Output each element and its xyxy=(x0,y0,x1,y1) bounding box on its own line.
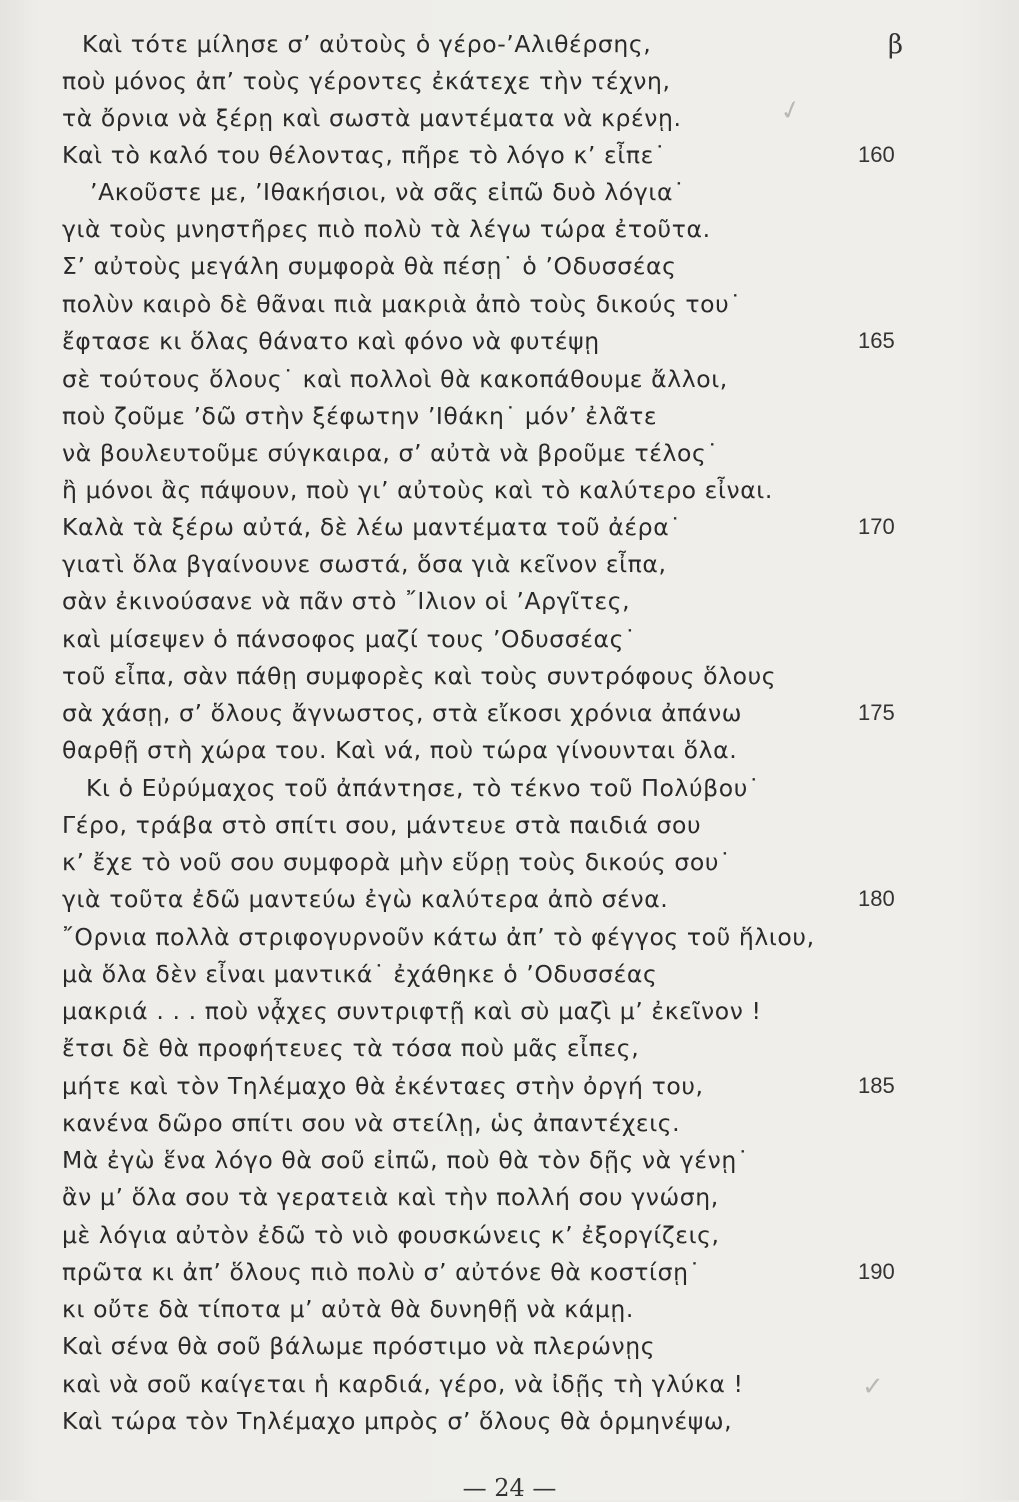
pencil-tick-mark-icon: ✓ xyxy=(862,1372,884,1402)
verse-line: πολὺν καιρὸ δὲ θᾶναι πιὰ μακριὰ ἀπὸ τοὺς δικούς του˙ xyxy=(62,290,742,318)
verse-line: τὰ ὄρνια νὰ ξέρῃ καὶ σωστὰ μαντέματα νὰ κρένῃ. xyxy=(62,104,682,132)
verse-line: Καλὰ τὰ ξέρω αὐτά, δὲ λέω μαντέματα τοῦ ἀέρα˙ xyxy=(62,513,682,541)
verse-line: μήτε καὶ τὸν Τηλέμαχο θὰ ἐκένταες στὴν ὀργή του, xyxy=(62,1072,704,1100)
verse-line: καὶ μίσεψεν ὁ πάνσοφος μαζί τους ’Οδυσσέας˙ xyxy=(62,625,637,653)
page-number: — 24 — xyxy=(462,1474,557,1502)
book-mark: β xyxy=(888,30,904,60)
verse-line: νὰ βουλευτοῦμε σύγκαιρα, σ’ αὐτὰ νὰ βροῦμε τέλος˙ xyxy=(62,439,719,467)
line-number: 170 xyxy=(858,514,895,539)
verse-line: σὰν ἐκινούσανε νὰ πᾶν στὸ ῎Ιλιον οἱ ’Αργῖτες, xyxy=(62,587,631,615)
verse-line: σὲ τούτους ὅλους˙ καὶ πολλοὶ θὰ κακοπάθουμε ἄλλοι, xyxy=(62,365,728,393)
verse-line: Κι ὁ Εὐρύμαχος τοῦ ἀπάντησε, τὸ τέκνο τοῦ Πολύβου˙ xyxy=(86,774,761,802)
line-number: 175 xyxy=(858,700,895,725)
verse-line: κι οὔτε δὰ τίποτα μ’ αὐτὰ θὰ δυνηθῇ νὰ κάμῃ. xyxy=(62,1295,634,1323)
verse-line: ῎Ορνια πολλὰ στριφογυρνοῦν κάτω ἀπ’ τὸ φέγγος τοῦ ἥλιου, xyxy=(62,923,815,951)
verse-line: ἂν μ’ ὅλα σου τὰ γερατειὰ καὶ τὴν πολλή σου γνώση, xyxy=(62,1183,719,1211)
verse-line: ἔφτασε κι ὅλας θάνατο καὶ φόνο νὰ φυτέψῃ xyxy=(62,327,600,355)
line-number: 185 xyxy=(858,1073,895,1098)
verse-line: καὶ νὰ σοῦ καίγεται ἡ καρδιά, γέρο, νὰ ἰδῇς τὴ γλύκα ! xyxy=(62,1370,744,1398)
verse-line: πρῶτα κι ἀπ’ ὅλους πιὸ πολὺ σ’ αὐτόνε θὰ κοστίσῃ˙ xyxy=(62,1258,701,1286)
verse-line: Καὶ τότε μίλησε σ’ αὐτοὺς ὁ γέρο-’Αλιθέρσης, xyxy=(82,30,652,58)
line-number: 180 xyxy=(858,886,895,911)
line-number: 165 xyxy=(858,328,895,353)
verse-line: μακριά . . . ποὺ νᾆχες συντριφτῇ καὶ σὺ μαζὶ μ’ ἐκεῖνον ! xyxy=(62,997,762,1025)
verse-line: ἔτσι δὲ θὰ προφήτευες τὰ τόσα ποὺ μᾶς εἶπες, xyxy=(62,1034,640,1062)
line-number: 160 xyxy=(858,142,895,167)
verse-line: γιὰ τοὺς μνηστῆρες πιὸ πολὺ τὰ λέγω τώρα ἐτοῦτα. xyxy=(62,215,711,243)
verse-line: κ’ ἔχε τὸ νοῦ σου συμφορὰ μὴν εὕρῃ τοὺς δικούς σου˙ xyxy=(62,848,732,876)
pencil-tick-mark-icon: ✓ xyxy=(776,93,806,129)
line-number: 190 xyxy=(858,1259,895,1284)
verse-line: μὰ ὅλα δὲν εἶναι μαντικά˙ ἐχάθηκε ὁ ’Οδυσσέας xyxy=(62,960,658,988)
verse-line: Σ’ αὐτοὺς μεγάλη συμφορὰ θὰ πέσῃ˙ ὁ ’Οδυσσέας xyxy=(62,252,677,280)
verse-line: ποὺ ζοῦμε ’δῶ στὴν ξέφωτην ’Ιθάκη˙ μόν’ ἐλᾶτε xyxy=(62,402,658,430)
verse-line: σὰ χάσῃ, σ’ ὅλους ἄγνωστος, στὰ εἴκοσι χρόνια ἀπάνω xyxy=(62,699,743,727)
verse-line: γιὰ τοῦτα ἐδῶ μαντεύω ἐγὼ καλύτερα ἀπὸ σένα. xyxy=(62,885,669,913)
verse-line: τοῦ εἶπα, σὰν πάθῃ συμφορὲς καὶ τοὺς συντρόφους ὅλους xyxy=(62,662,777,690)
verse-line: Καὶ τώρα τὸν Τηλέμαχο μπρὸς σ’ ὅλους θὰ ὁρμηνέψω, xyxy=(62,1407,733,1435)
verse-line: θαρθῇ στὴ χώρα του. Καὶ νά, ποὺ τώρα γίνουνται ὅλα. xyxy=(62,736,738,764)
verse-line: Καὶ σένα θὰ σοῦ βάλωμε πρόστιμο νὰ πλερώνῃς xyxy=(62,1332,656,1360)
verse-line: γιατὶ ὅλα βγαίνουνε σωστά, ὅσα γιὰ κεῖνον εἶπα, xyxy=(62,550,667,578)
verse-line: Μὰ ἐγὼ ἕνα λόγο θὰ σοῦ εἰπῶ, ποὺ θὰ τὸν δῇς νὰ γένῃ˙ xyxy=(62,1146,750,1174)
verse-line: κανένα δῶρο σπίτι σου νὰ στείλῃ, ὡς ἀπαντέχεις. xyxy=(62,1109,681,1137)
verse-line: ’Ακοῦστε με, ’Ιθακήσιοι, νὰ σᾶς εἰπῶ δυὸ λόγια˙ xyxy=(90,178,686,206)
verse-line: ποὺ μόνος ἀπ’ τοὺς γέροντες ἐκάτεχε τὴν τέχνη, xyxy=(62,67,671,95)
verse-line: Γέρο, τράβα στὸ σπίτι σου, μάντευε στὰ παιδιά σου xyxy=(62,811,702,839)
verse-line: μὲ λόγια αὐτὸν ἐδῶ τὸ νιὸ φουσκώνεις κ’ ἐξοργίζεις, xyxy=(62,1221,720,1249)
verse-line: ἢ μόνοι ἂς πάψουν, ποὺ γι’ αὐτοὺς καὶ τὸ καλύτερο εἶναι. xyxy=(62,476,773,504)
verse-line: Καὶ τὸ καλό του θέλοντας, πῆρε τὸ λόγο κ’ εἶπε˙ xyxy=(62,141,667,169)
